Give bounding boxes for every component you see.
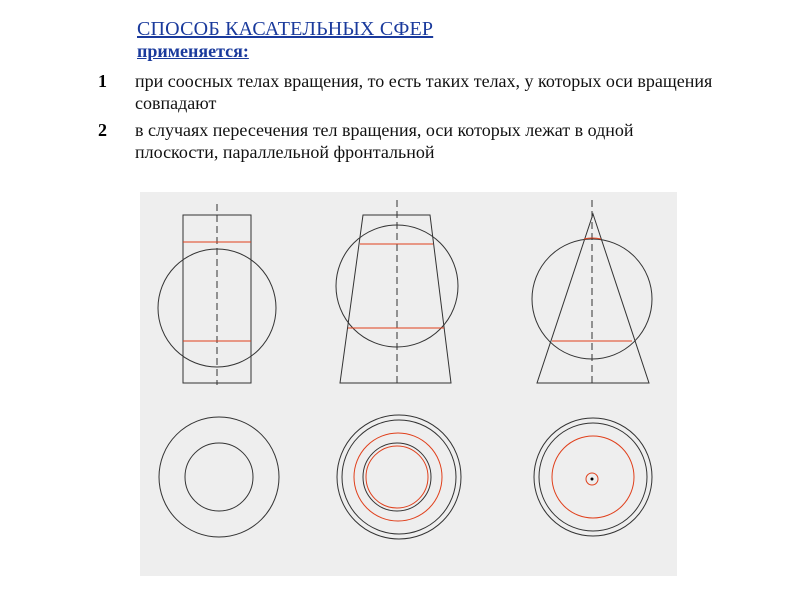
item-2-number: 2 bbox=[98, 120, 107, 140]
top-view-outer-2-3 bbox=[539, 423, 647, 531]
item-1-text: при соосных телах вращения, то есть таких телах, у которых оси вращения совпадают bbox=[135, 71, 713, 113]
top-view-outer-2-2 bbox=[342, 420, 456, 534]
diagram-panel bbox=[140, 192, 677, 576]
page-subtitle: применяется: bbox=[137, 41, 249, 61]
top-view-cylinder-1 bbox=[185, 443, 253, 511]
item-1-number: 1 bbox=[98, 71, 107, 91]
top-view-intersection-2b bbox=[366, 446, 428, 508]
apex-point bbox=[591, 478, 594, 481]
item-2-text: в случаях пересечения тел вращения, оси которых лежат в одной плоскости, параллельной фронтальной bbox=[135, 120, 634, 162]
diagram-svg bbox=[140, 192, 677, 576]
sphere-front-view-2 bbox=[336, 225, 458, 347]
page-title: СПОСОБ КАСАТЕЛЬНЫХ СФЕР bbox=[137, 18, 434, 40]
top-view-sphere-1 bbox=[159, 417, 279, 537]
top-view-intersection-3a bbox=[552, 436, 634, 518]
top-view-inner-2 bbox=[363, 443, 431, 511]
